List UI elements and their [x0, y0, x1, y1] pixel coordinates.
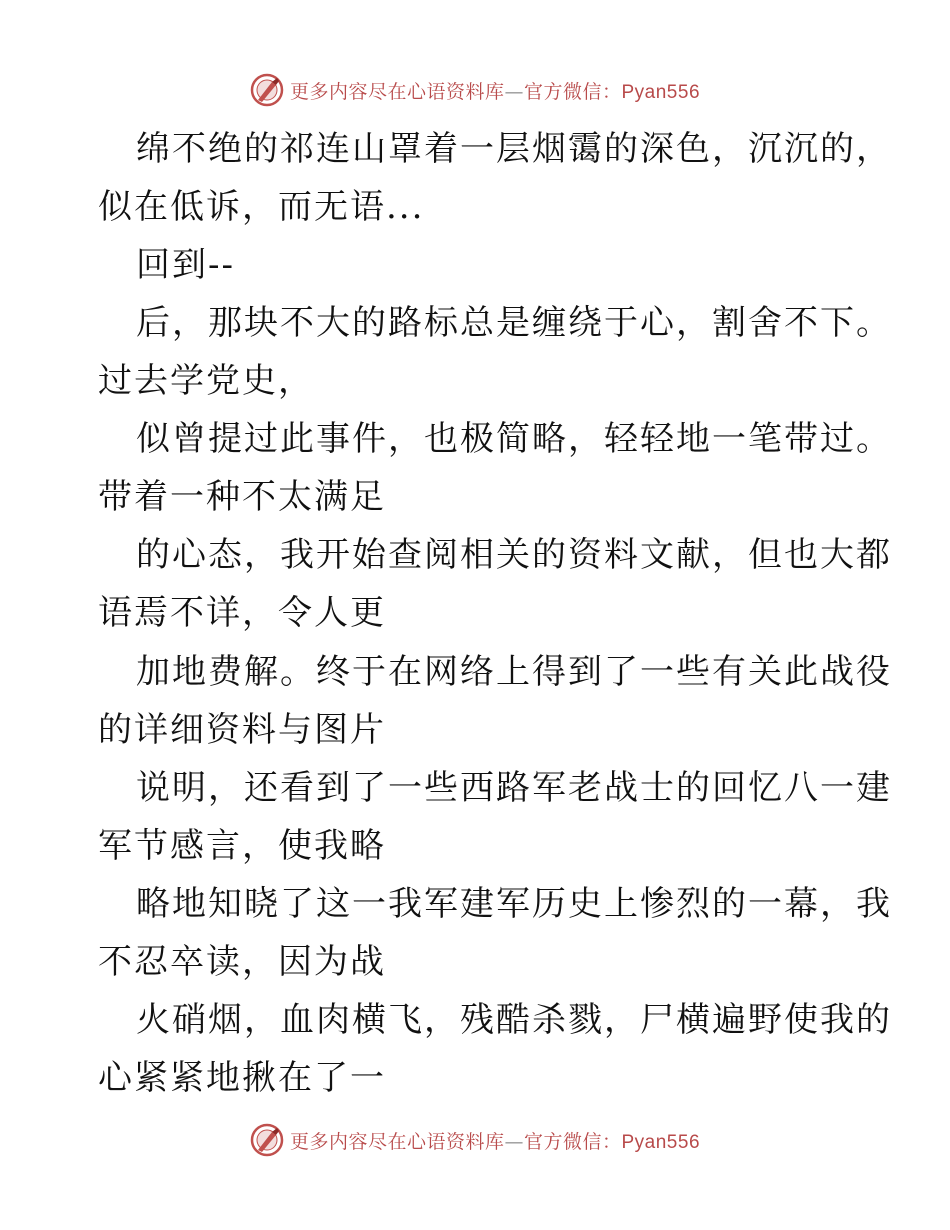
footer-wechat-id: Pyan556: [621, 1131, 701, 1153]
footer-banner: [0, 1120, 950, 1160]
body-line: 军节感言，使我略: [98, 826, 386, 866]
footer-promo: [290, 1127, 700, 1154]
body-line: 似曾提过此事件，也极简略，轻轻地一笔带过。: [136, 419, 892, 459]
body-line: 略地知晓了这一我军建军历史上惨烈的一幕，我: [136, 884, 892, 924]
footer-dash: —: [504, 1130, 524, 1153]
body-line: 的详细资料与图片: [98, 710, 386, 750]
footer-wechat-label: 官方微信：: [523, 1130, 622, 1153]
body-line: 说明，还看到了一些西路军老战士的回忆八一建: [136, 768, 892, 808]
header-dash: —: [504, 80, 524, 103]
body-line: 心紧紧地揪在了一: [98, 1058, 386, 1098]
footer-promo-text: 更多内容尽在心语资料库: [289, 1130, 505, 1153]
body-line: 火硝烟，血肉横飞，残酷杀戮，尸横遍野使我的: [136, 1000, 892, 1040]
body-line: 不忍卒读，因为战: [98, 942, 386, 982]
body-line: 绵不绝的祁连山罩着一层烟霭的深色，沉沉的，: [136, 129, 892, 169]
body-line: 似在低诉，而无语...: [98, 187, 425, 227]
header-promo-text: 更多内容尽在心语资料库: [289, 80, 505, 103]
body-line: 过去学党史，: [98, 361, 314, 401]
body-line: 回到--: [136, 245, 235, 285]
body-line: 的心态，我开始查阅相关的资料文献，但也大都: [136, 535, 892, 575]
pen-logo-icon: [250, 1123, 284, 1157]
body-line: 语焉不详，令人更: [98, 593, 386, 633]
header-wechat-id: Pyan556: [621, 81, 701, 103]
header-wechat-label: 官方微信：: [523, 80, 622, 103]
body-line: 后，那块不大的路标总是缠绕于心，割舍不下。: [136, 303, 892, 343]
body-line: 加地费解。终于在网络上得到了一些有关此战役: [136, 652, 892, 692]
body-line: 带着一种不太满足: [98, 477, 386, 517]
